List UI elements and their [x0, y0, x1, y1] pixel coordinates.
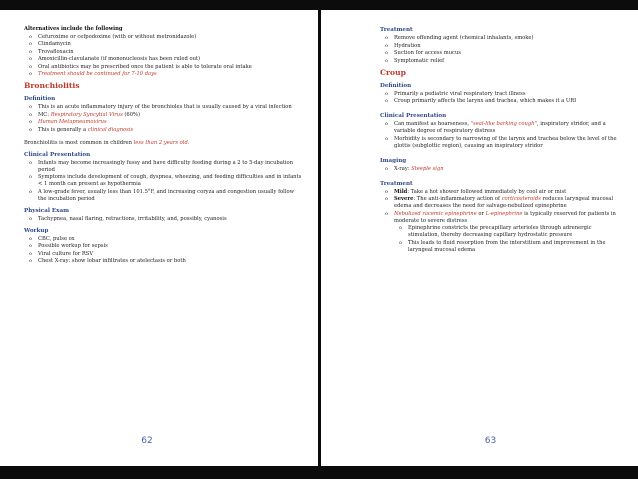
text-span: : The anti-inflammatory action of [413, 196, 502, 202]
list-item: o Hydration [380, 43, 620, 50]
list-item: o Clindamycin [24, 41, 302, 48]
list-item [24, 112, 302, 119]
highlight-text: Respiratory Syncytial Virus [50, 111, 123, 118]
list-item: o Oral antibiotics may be prescribed once the patient is able to tolerate oral intake [24, 64, 302, 71]
list-item: o Primarily a pediatric viral respiratory tract illness [380, 91, 620, 98]
highlight-text: "seal-like barking cough" [470, 121, 537, 127]
text-span: Can manifest as hoarseness, [394, 121, 471, 127]
definition-list [380, 91, 620, 106]
text-span: : Take a hot shower followed immediately by cool air or mist [407, 188, 567, 195]
list-item: o Amoxicillin-clavulanate (if mononucleosis has been ruled out) [24, 56, 302, 63]
left-page-content [24, 26, 302, 266]
treatment-duration-note: Treatment should be continued for 7-10 days [38, 71, 157, 77]
treatment-detail-list [380, 189, 620, 254]
treatment-heading-2: Treatment [380, 180, 413, 187]
list-item: o CBC, pulse ox [24, 236, 302, 243]
workup-list [24, 236, 302, 266]
page-number: 63 [484, 436, 497, 446]
list-item [380, 211, 620, 225]
left-page [0, 10, 318, 466]
list-item: o Cefuroxime or cefpodoxime (with or without metronidazole) [24, 34, 302, 41]
definition-heading: Definition [380, 82, 412, 89]
list-item [380, 189, 620, 196]
list-item [380, 166, 620, 173]
alternatives-list [24, 34, 302, 79]
list-item: o This is an acute inflammatory injury of the bronchioles that is usually caused by a viral infection [24, 104, 302, 111]
clinical-presentation-heading: Clinical Presentation [380, 113, 447, 119]
section-title-croup: Croup [380, 67, 406, 77]
right-page-content [380, 26, 620, 254]
highlight-text: Nebulized racemic epinephrine [394, 210, 477, 217]
list-item: o Suction for access mucus [380, 50, 620, 57]
exam-list [24, 216, 302, 223]
treatment-heading: Treatment [380, 27, 413, 33]
list-item [380, 196, 620, 210]
workup-heading: Workup [24, 227, 49, 234]
highlight-text: Human Metapneumovirus [38, 119, 107, 125]
list-item [24, 71, 302, 78]
bottom-black-bar [0, 466, 638, 479]
section-title-bronchiolitis: Bronchiolitis [24, 81, 80, 90]
list-item: o Morbidity is secondary to narrowing of the larynx and trachea below the level of the glottis (subglottic region), causing an inspiratory stridor [380, 136, 620, 150]
text-span: reduces laryngeal mucosal edema and decreases the need for salvage-nebulized epinephrine [394, 196, 614, 209]
mild-label: Mild [394, 188, 408, 195]
imaging-heading: Imaging [380, 157, 407, 164]
highlight-text: less than 2 years old. [133, 139, 190, 146]
text-span: is typically reserved for patients in moderate to severe distress [394, 210, 616, 224]
text-span: Bronchiolitis is most common in children [24, 139, 134, 146]
list-item: o Tachypnea, nasal flaring, retractions, irritability, and, possibly, cyanosis [24, 216, 302, 223]
list-item: o A low-grade fever, usually less than 101.5°F, and increasing coryza and congestion usually follow the incubation period [24, 189, 302, 203]
imaging-list [380, 166, 620, 173]
text-span: or [476, 210, 486, 217]
list-item: o Remove offending agent (chemical inhalants, smoke) [380, 35, 620, 42]
severe-label: Severe [394, 196, 414, 202]
list-item: o Symptomatic relief [380, 58, 620, 65]
text-span: This is generally a [38, 126, 88, 133]
list-item [24, 127, 302, 134]
list-item: o Possible workup for sepsis [24, 243, 302, 250]
clinical-list [380, 121, 620, 150]
highlight-text: corticosteroids [501, 196, 541, 202]
paragraph [24, 140, 302, 147]
highlight-text: Steeple sign [411, 165, 444, 172]
list-item: o Croup primarily affects the larynx and trachea, which makes it a URI [380, 98, 620, 105]
definition-list [24, 104, 302, 134]
sub-list-item: o Epinephrine constricts the precapillary arterioles through adrenergic stimulation, thereby decreasing capillary hydrostatic pressure [380, 225, 620, 239]
clinical-presentation-heading: Clinical Presentation [24, 151, 91, 158]
top-black-bar [0, 0, 638, 10]
physical-exam-heading: Physical Exam [24, 207, 70, 214]
text-span: MC: [38, 111, 51, 118]
list-item: o Trovafloxacin [24, 49, 302, 56]
text-span: X-ray: [394, 165, 412, 172]
highlight-text: clinical diagnosis [87, 126, 134, 133]
list-item: o Chest X-ray: show lobar infiltrates or atelectasis or both [24, 258, 302, 265]
right-page [321, 10, 638, 466]
list-item: o Viral culture for RSV [24, 251, 302, 258]
definition-heading: Definition [24, 96, 56, 102]
text-span: , inspiratory stridor, and a variable degree of respiratory distress [394, 121, 606, 134]
list-item: o Symptoms include development of cough, dyspnea, wheezing, and feeding difficulties and in infants < 1 month can present as hypothermia [24, 174, 302, 188]
list-item [380, 121, 620, 135]
highlight-text: L-epinephrine [485, 210, 523, 217]
page-number: 62 [141, 436, 153, 446]
clinical-list [24, 160, 302, 203]
treatment-list [380, 35, 620, 65]
text-span: (60%) [122, 111, 140, 118]
list-item [24, 119, 302, 126]
alternatives-heading: Alternatives include the following [24, 26, 123, 32]
list-item: o Infants may become increasingly fussy and have difficulty feeding during a 2 to 5-day incubation period [24, 160, 302, 174]
sub-list-item: o This leads to fluid resorption from the interstitium and improvement in the laryngeal mucosal edema [380, 240, 620, 254]
